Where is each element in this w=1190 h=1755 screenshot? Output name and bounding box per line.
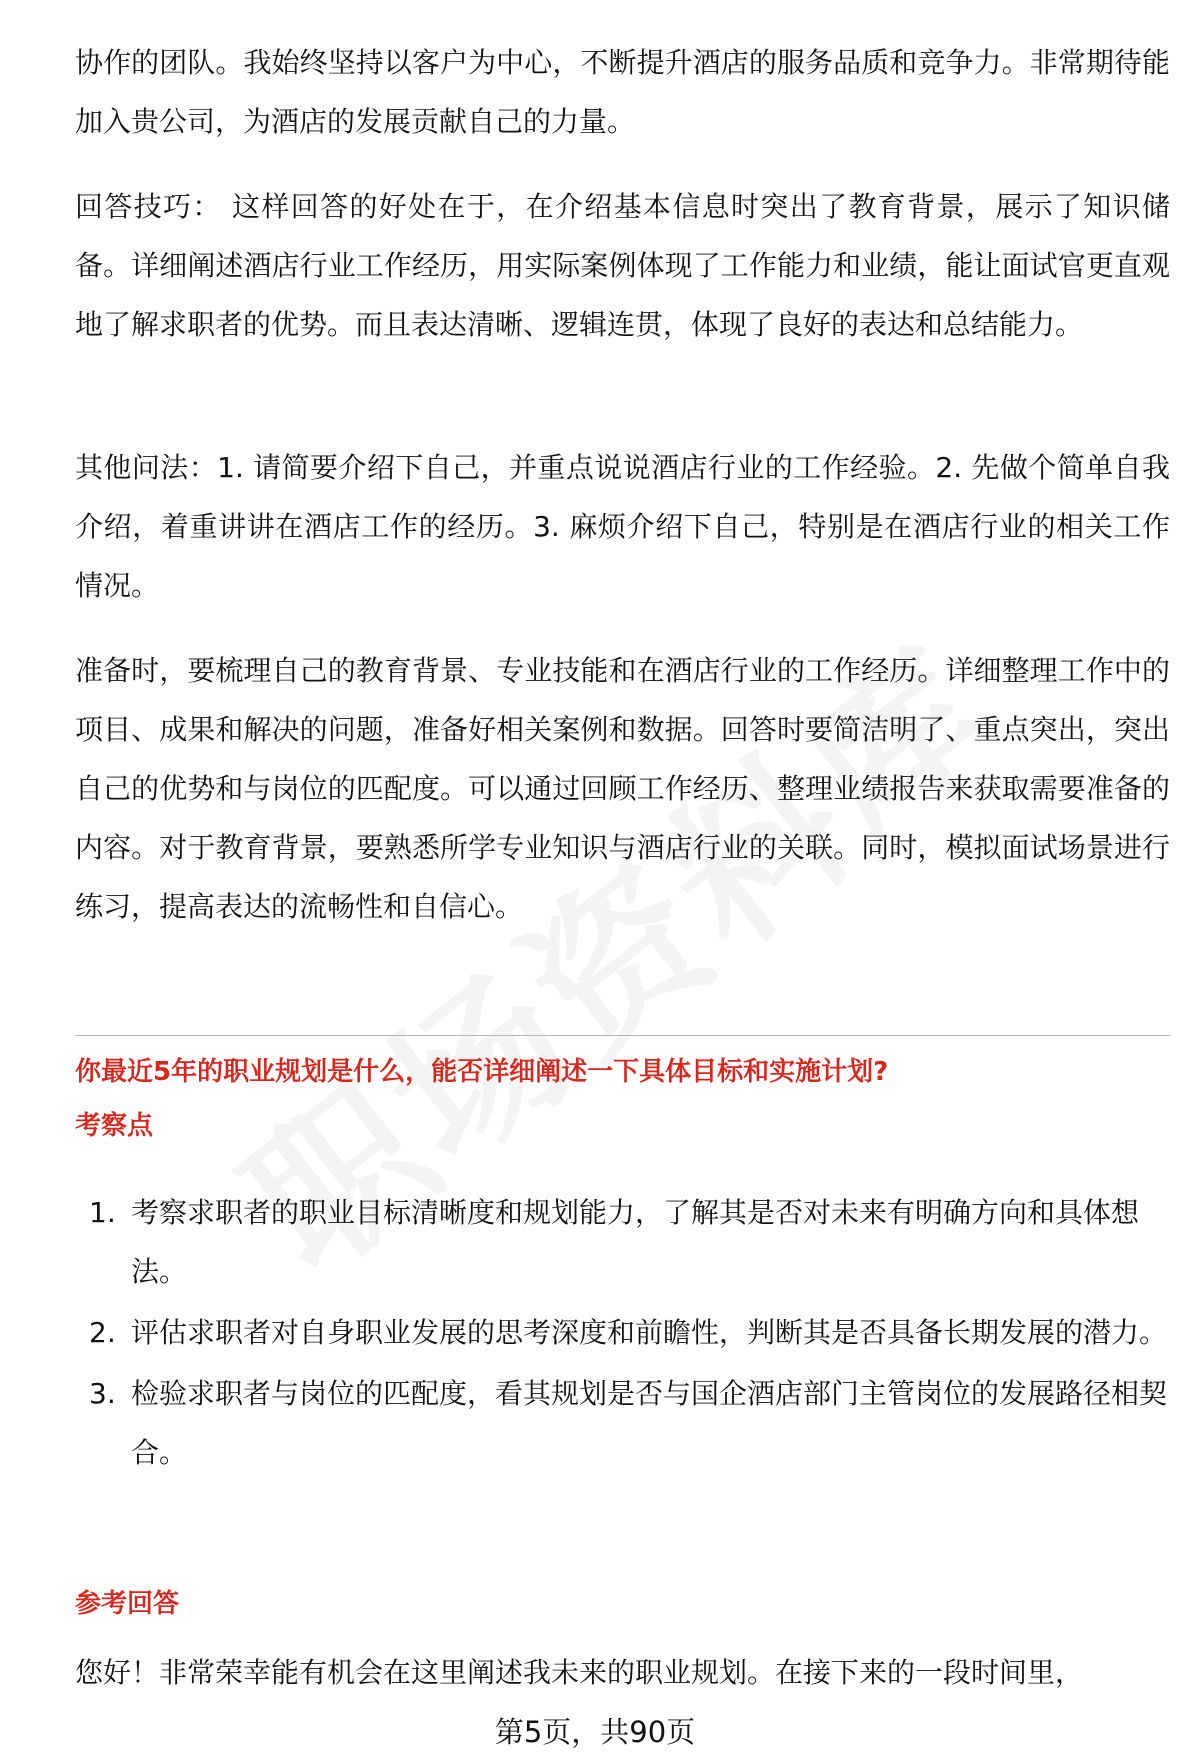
paragraph-other-questions: 其他问法：1. 请简要介绍下自己，并重点说说酒店行业的工作经验。2. 先做个简单自我介绍，着重讲讲在酒店工作的经历。3. 麻烦介绍下自己，特别是在酒店行业的相关工作情况。 [75, 451, 1170, 602]
answer-heading: 参考回答 [75, 1589, 180, 1619]
list-item-number: 1. [89, 1196, 116, 1229]
list-item [75, 1183, 1170, 1301]
paragraph-intro-ending: 协作的团队。我始终坚持以客户为中心，不断提升酒店的服务品质和竞争力。非常期待能加入贵公司，为酒店的发展贡献自己的力量。 [75, 46, 1170, 138]
paragraph-preparation: 准备时，要梳理自己的教育背景、专业技能和在酒店行业的工作经历。详细整理工作中的项目、成果和解决的问题，准备好相关案例和数据。回答时要简洁明了、重点突出，突出自己的优势和与岗位的匹配度。可以通过回顾工作经历、整理业绩报告来获取需要准备的内容。对于教育背景，要熟悉所学专业知识与酒店行业的关联。同时，模拟面试场景进行练习，提高表达的流畅性和自信心。 [75, 654, 1170, 923]
list-item [75, 1364, 1170, 1482]
list-item-text: 评估求职者对自身职业发展的思考深度和前瞻性，判断其是否具备长期发展的潜力。 [131, 1316, 1168, 1349]
question-title: 你最近5年的职业规划是什么，能否详细阐述一下具体目标和实施计划? [75, 1057, 889, 1087]
list-item-text: 考察求职者的职业目标清晰度和规划能力，了解其是否对未来有明确方向和具体想法。 [131, 1196, 1140, 1288]
points-heading: 考察点 [75, 1111, 154, 1141]
list-item-number: 3. [89, 1377, 116, 1410]
paragraph-answer-tips: 回答技巧： 这样回答的好处在于，在介绍基本信息时突出了教育背景，展示了知识储备。详细阐述酒店行业工作经历，用实际案例体现了工作能力和业绩，能让面试官更直观地了解求职者的优势。而且表达清晰、逻辑连贯，体现了良好的表达和总结能力。 [75, 190, 1170, 341]
section-divider [75, 1035, 1170, 1036]
list-item [75, 1303, 1170, 1362]
assessment-points-list [75, 1183, 1170, 1484]
page-number: 第5页，共90页 [494, 1715, 696, 1749]
list-item-number: 2. [89, 1316, 116, 1349]
list-item-text: 检验求职者与岗位的匹配度，看其规划是否与国企酒店部门主管岗位的发展路径相契合。 [131, 1377, 1168, 1469]
answer-text: 您好！非常荣幸能有机会在这里阐述我未来的职业规划。在接下来的一段时间里， [75, 1656, 1084, 1689]
